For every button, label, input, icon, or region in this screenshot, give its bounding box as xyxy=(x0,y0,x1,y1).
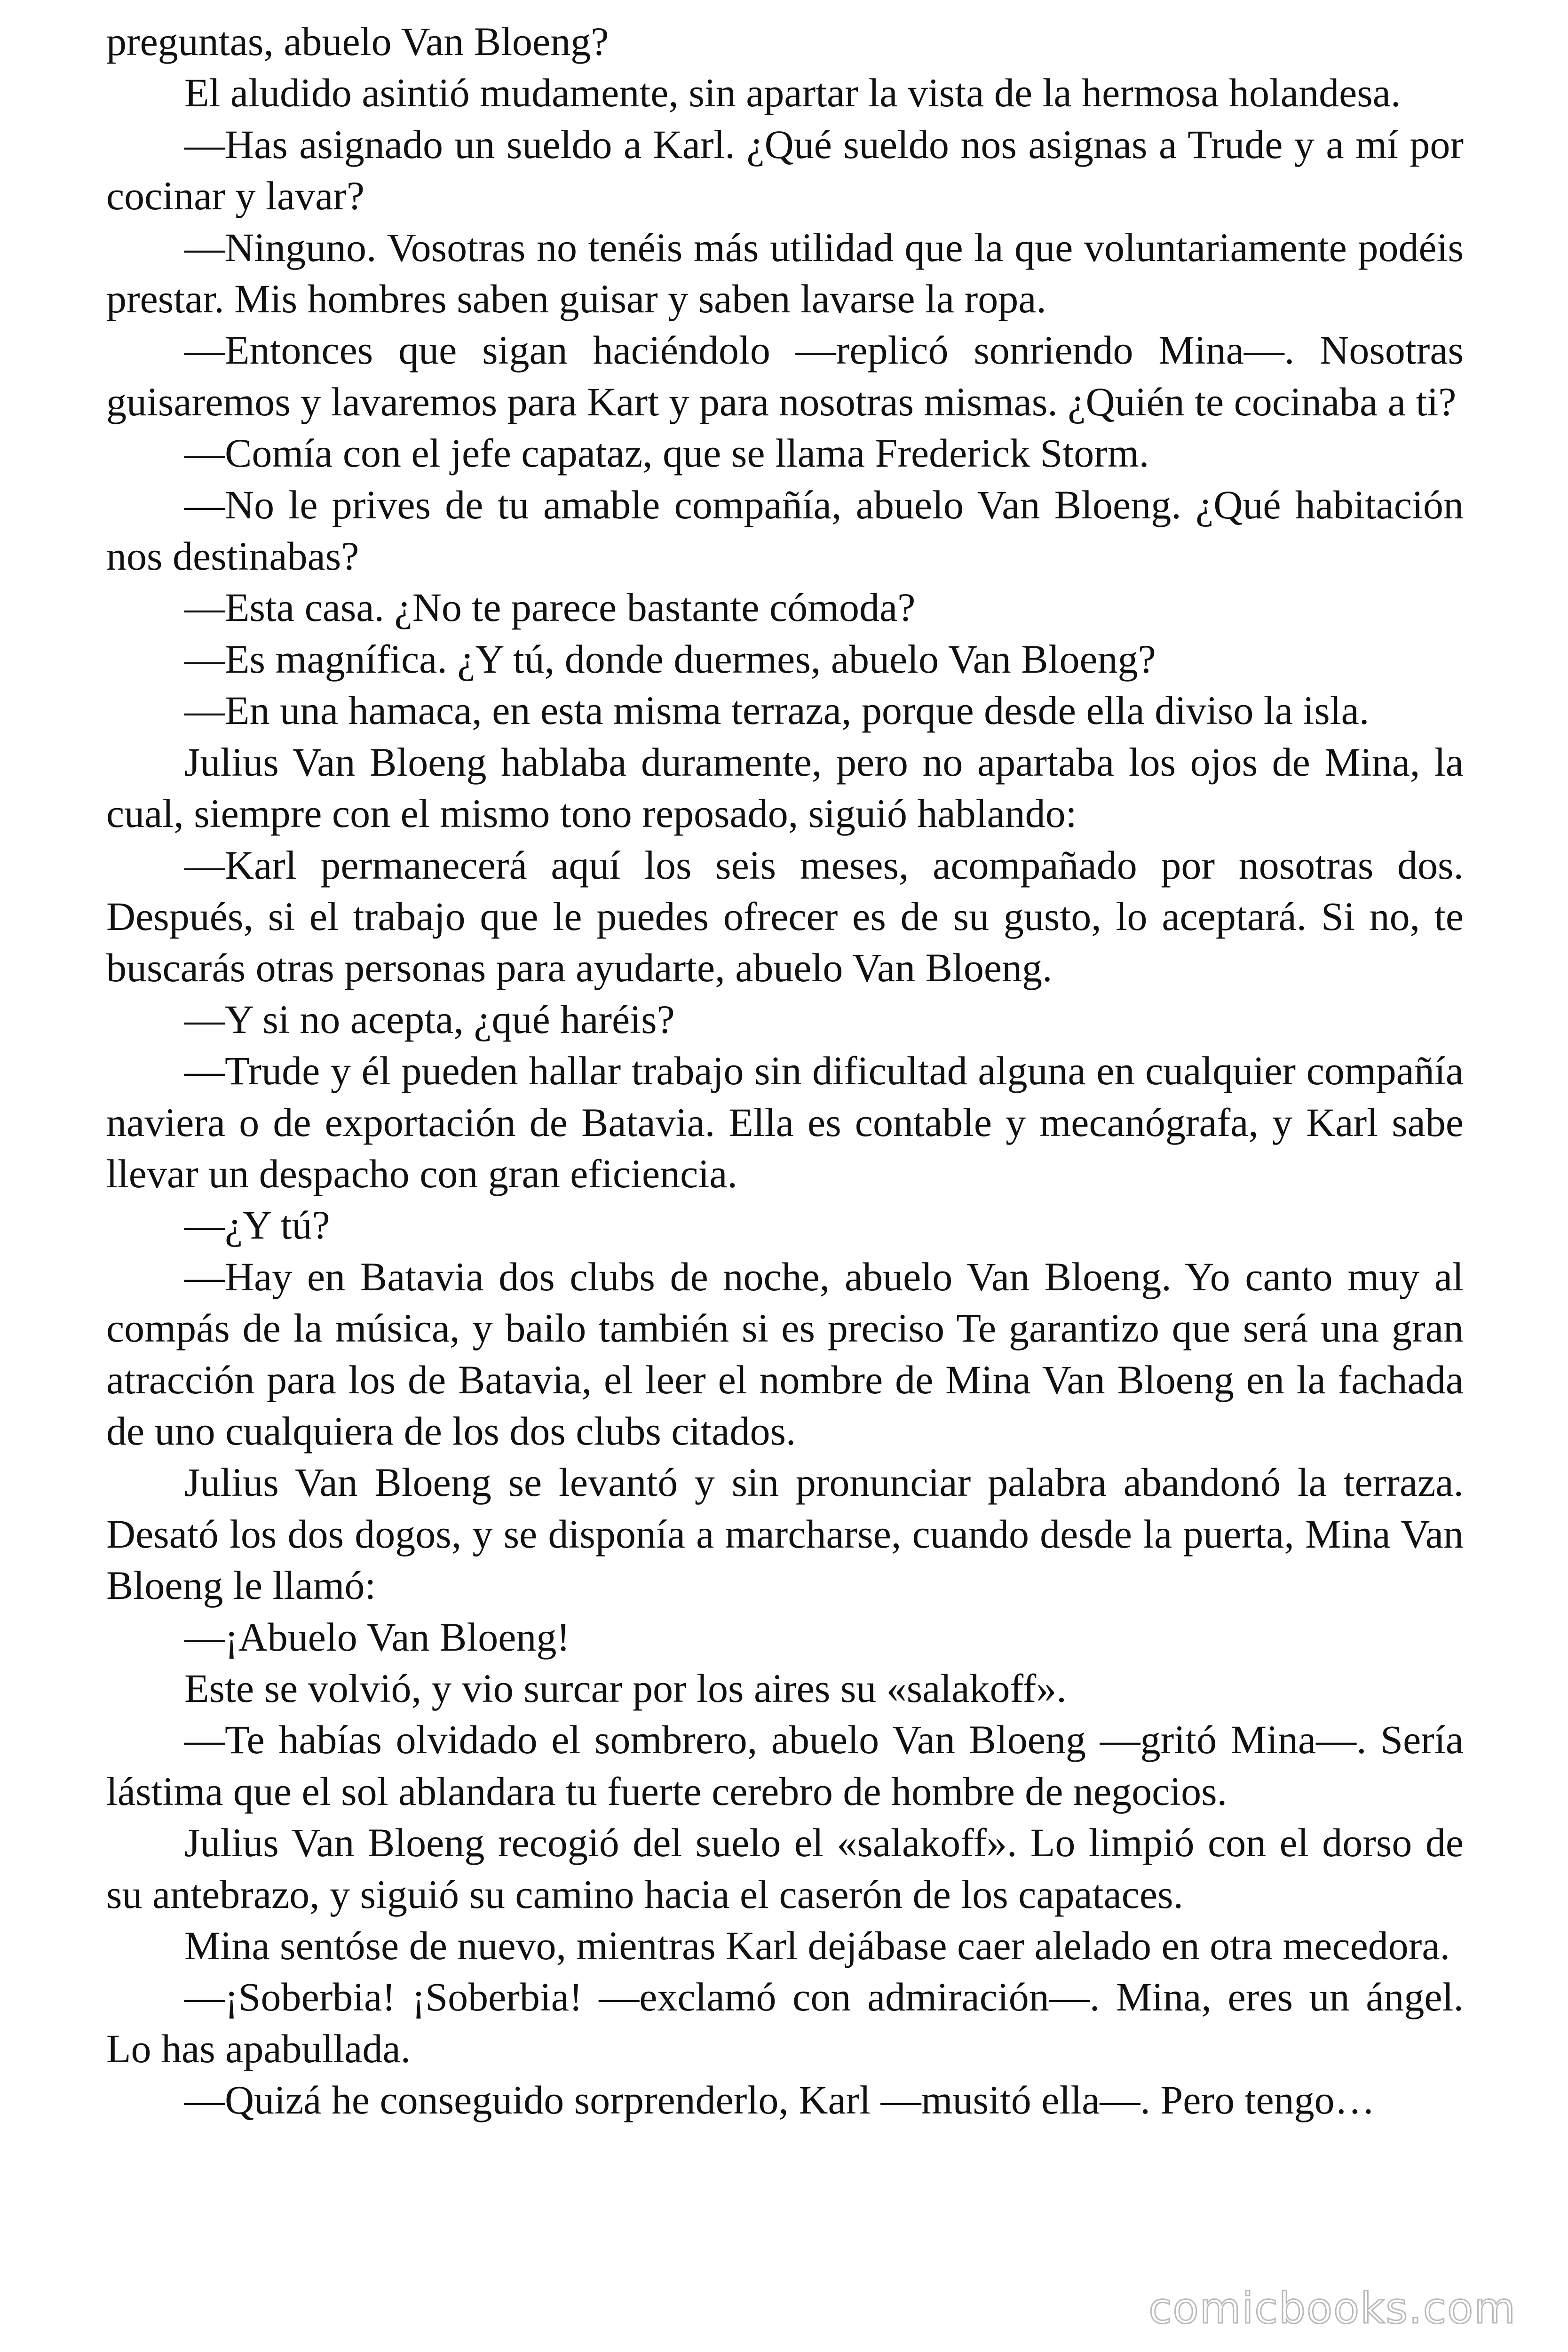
paragraph: —Es magnífica. ¿Y tú, donde duermes, abuelo Van Bloeng? xyxy=(184,636,1156,682)
paragraph: Julius Van Bloeng recogió del suelo el «salakoff». Lo limpió con el dorso de su antebrazo, y siguió su camino hacia el caserón de los capataces. xyxy=(106,1820,1464,1917)
paragraph: —Ninguno. Vosotras no tenéis más utilidad que la que voluntariamente podéis prestar. Mis hombres saben guisar y saben lavarse la ropa. xyxy=(106,224,1464,322)
paragraph: Julius Van Bloeng se levantó y sin pronunciar palabra abandonó la terraza. Desató los dos dogos, y se disponía a marcharse, cuando desde la puerta, Mina Van Bloeng le llamó: xyxy=(106,1460,1464,1608)
paragraph: —Comía con el jefe capataz, que se llama Frederick Storm. xyxy=(184,430,1149,476)
paragraph: Julius Van Bloeng hablaba duramente, pero no apartaba los ojos de Mina, la cual, siempre con el mismo tono reposado, siguió hablando: xyxy=(106,739,1464,836)
paragraph: —Quizá he conseguido sorprenderlo, Karl —musitó ella—. Pero tengo… xyxy=(184,2077,1375,2123)
paragraph: —Te habías olvidado el sombrero, abuelo Van Bloeng —gritó Mina—. Sería lástima que el sol ablandara tu fuerte cerebro de hombre de negocios. xyxy=(106,1717,1464,1814)
paragraph: —¡Soberbia! ¡Soberbia! —exclamó con admiración—. Mina, eres un ángel. Lo has apabullada. xyxy=(106,1974,1464,2071)
paragraph: —Y si no acepta, ¿qué haréis? xyxy=(184,996,675,1042)
paragraph-continued: preguntas, abuelo Van Bloeng? xyxy=(106,19,609,64)
paragraph: El aludido asintió mudamente, sin apartar la vista de la hermosa holandesa. xyxy=(184,70,1401,116)
paragraph: —Entonces que sigan haciéndolo —replicó sonriendo Mina—. Nosotras guisaremos y lavaremos para Kart y para nosotras mismas. ¿Quién te cocinaba a ti? xyxy=(106,327,1464,424)
book-page-text xyxy=(106,16,1464,2126)
paragraph: —¡Abuelo Van Bloeng! xyxy=(184,1614,570,1660)
paragraph: —Karl permanecerá aquí los seis meses, acompañado por nosotras dos. Después, si el trabajo que le puedes ofrecer es de su gusto, lo aceptará. Si no, te buscarás otras personas para ayudarte, abuelo Van Bloeng. xyxy=(106,842,1464,991)
paragraph: —No le prives de tu amable compañía, abuelo Van Bloeng. ¿Qué habitación nos destinabas? xyxy=(106,482,1464,579)
paragraph: Mina sentóse de nuevo, mientras Karl dejábase caer alelado en otra mecedora. xyxy=(184,1923,1450,1969)
paragraph: —Has asignado un sueldo a Karl. ¿Qué sueldo nos asignas a Trude y a mí por cocinar y lavar? xyxy=(106,121,1464,219)
paragraph: —Hay en Batavia dos clubs de noche, abuelo Van Bloeng. Yo canto muy al compás de la música, y bailo también si es preciso Te garantizo que será una gran atracción para los de Batavia, el leer el nombre de Mina Van Bloeng en la fachada de uno cualquiera de los dos clubs citados. xyxy=(106,1254,1464,1454)
paragraph: —Esta casa. ¿No te parece bastante cómoda? xyxy=(184,585,916,630)
paragraph: —¿Y tú? xyxy=(184,1202,330,1248)
paragraph: —En una hamaca, en esta misma terraza, porque desde ella diviso la isla. xyxy=(184,688,1370,733)
paragraph: Este se volvió, y vio surcar por los aires su «salakoff». xyxy=(184,1666,1067,1711)
paragraph: —Trude y él pueden hallar trabajo sin dificultad alguna en cualquier compañía naviera o de exportación de Batavia. Ella es contable y mecanógrafa, y Karl sabe llevar un despacho con gran eficiencia. xyxy=(106,1048,1464,1196)
watermark-text: comicbooks.com xyxy=(1148,2284,1516,2333)
